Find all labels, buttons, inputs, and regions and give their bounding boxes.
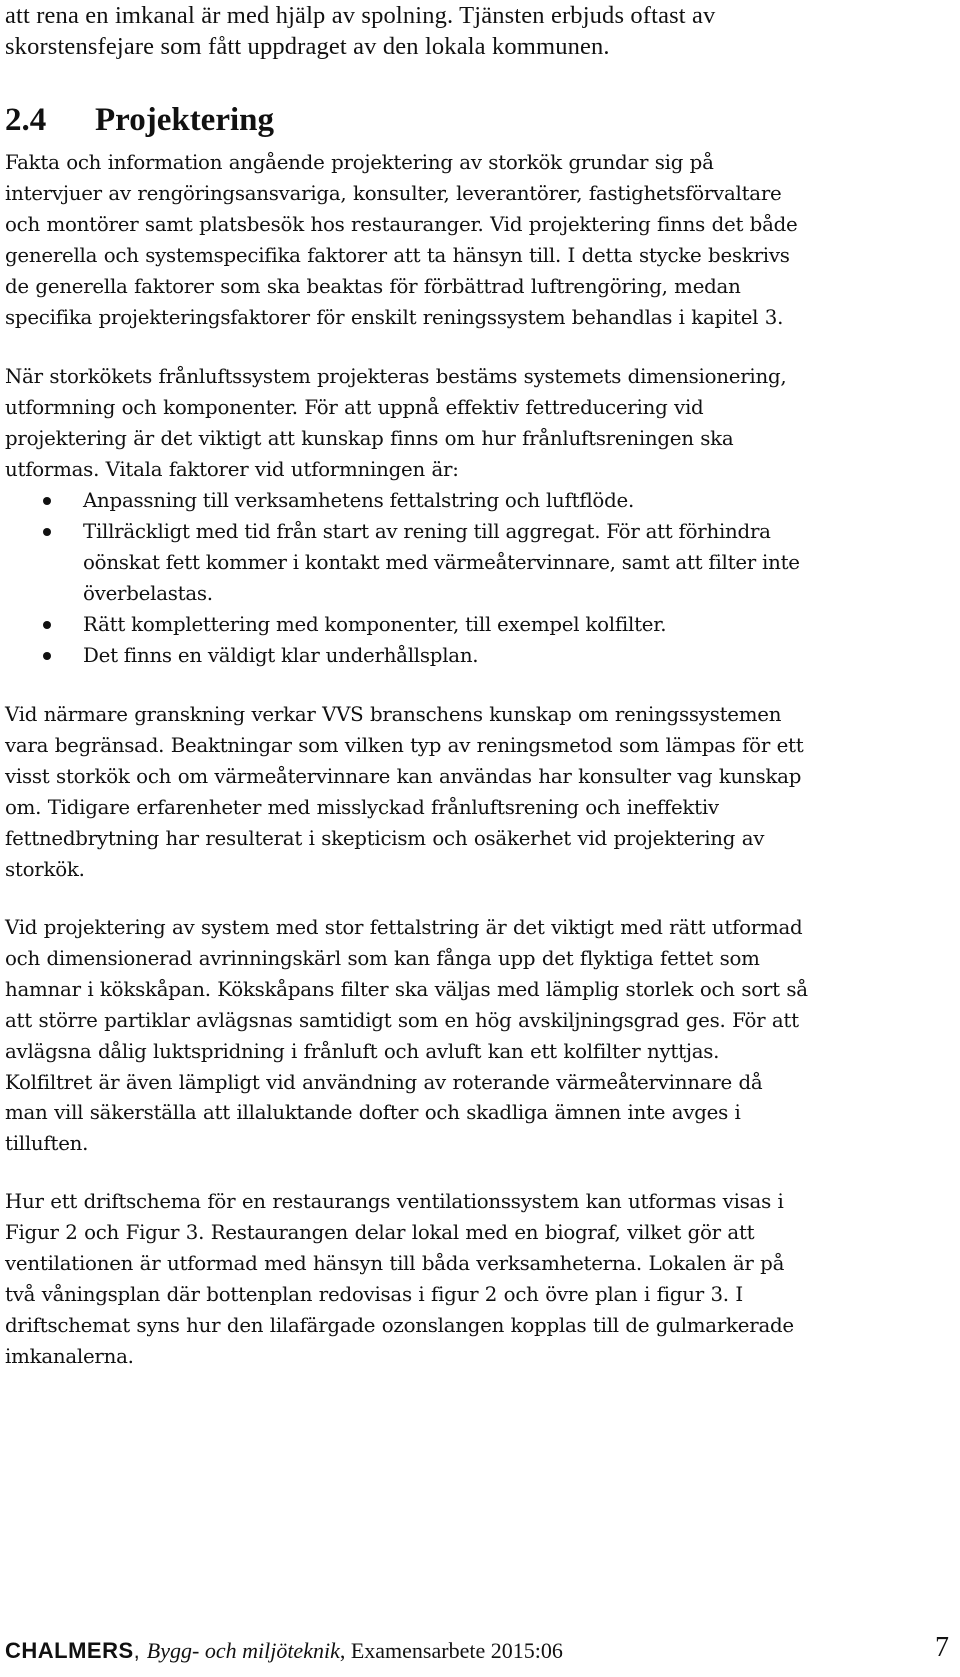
paragraph-line: Kolfiltret är även lämpligt vid användning av roterande värmeåtervinnare då xyxy=(5,1070,763,1094)
paragraph-line: vara begränsad. Beaktningar som vilken typ av reningsmetod som lämpas för ett xyxy=(5,733,804,757)
list-item-line: Tillräckligt med tid från start av rening till aggregat. För att förhindra xyxy=(83,519,771,543)
bullet-list xyxy=(5,486,950,671)
paragraph-line: storkök. xyxy=(5,857,85,881)
page-footer xyxy=(5,1632,955,1674)
list-item xyxy=(5,610,950,641)
paragraph-line: generella och systemspecifika faktorer att ta hänsyn till. I detta stycke beskrivs xyxy=(5,243,790,267)
intro-text xyxy=(5,0,715,62)
paragraph-line: avlägsna dålig luktspridning i frånluft och avluft kan ett kolfilter nyttjas. xyxy=(5,1039,720,1063)
paragraph-line: att större partiklar avlägsnas samtidigt som en hög avskiljningsgrad ges. För att xyxy=(5,1008,799,1032)
paragraph-line: imkanalerna. xyxy=(5,1344,134,1368)
section-title: Projektering xyxy=(95,102,275,138)
paragraph-line: man vill säkerställa att illaluktande dofter och skadliga ämnen inte avges i xyxy=(5,1101,741,1125)
list-item xyxy=(5,486,950,517)
paragraph-line: Hur ett driftschema för en restaurangs ventilationssystem kan utformas visas i xyxy=(5,1190,784,1213)
paragraph-line: Fakta och information angående projektering av storkök grundar sig på xyxy=(5,151,714,174)
paragraph-line: När storkökets frånluftssystem projekteras bestäms systemets dimensionering, xyxy=(5,365,787,388)
paragraph-line: driftschemat syns hur den lilafärgade ozonslangen kopplas till de gulmarkerade xyxy=(5,1313,794,1337)
list-item xyxy=(5,641,950,672)
footer-publication: , Examensarbete 2015:06 xyxy=(339,1638,563,1663)
footer-department: Bygg- och miljöteknik xyxy=(146,1638,340,1663)
paragraph-5 xyxy=(5,1187,950,1372)
paragraph-line: intervjuer av rengöringsansvariga, konsulter, leverantörer, fastighetsförvaltare xyxy=(5,181,782,205)
section-number: 2.4 xyxy=(5,102,47,138)
paragraph-line: Vid projektering av system med stor fettalstring är det viktigt med rätt utformad xyxy=(5,916,803,939)
paragraph-line: tilluften. xyxy=(5,1132,89,1156)
paragraph-line: ventilationen är utformad med hänsyn till båda verksamheterna. Lokalen är på xyxy=(5,1251,785,1275)
list-item-line: oönskat fett kommer i kontakt med värmeåtervinnare, samt att filter inte xyxy=(83,550,800,574)
paragraph-line: projektering är det viktigt att kunskap finns om hur frånluftsreningen ska xyxy=(5,426,734,450)
paragraph-line: specifika projekteringsfaktorer för enskilt reningssystem behandlas i kapitel 3. xyxy=(5,305,784,329)
list-item xyxy=(5,517,950,610)
paragraph-line: visst storkök och om värmeåtervinnare kan användas har konsulter vag kunskap xyxy=(5,764,802,788)
section-heading xyxy=(5,100,274,140)
bullet-icon xyxy=(43,652,51,660)
paragraph-line: Figur 2 och Figur 3. Restaurangen delar lokal med en biograf, vilket gör att xyxy=(5,1220,755,1244)
list-item-line: Anpassning till verksamhetens fettalstring och luftflöde. xyxy=(83,489,635,512)
intro-line: skorstensfejare som fått uppdraget av den lokala kommunen. xyxy=(5,33,610,60)
paragraph-line: hamnar i kökskåpan. Kökskåpans filter ska väljas med lämplig storlek och sort så xyxy=(5,977,808,1001)
paragraph-line: om. Tidigare erfarenheter med misslyckad frånluftsrening och ineffektiv xyxy=(5,795,719,819)
paragraph-line: Vid närmare granskning verkar VVS branschens kunskap om reningssystemen xyxy=(5,703,782,726)
paragraph-line: och dimensionerad avrinningskärl som kan fånga upp det flyktiga fettet som xyxy=(5,946,760,970)
list-item-line: överbelastas. xyxy=(83,581,213,605)
list-item-line: Det finns en väldigt klar underhållsplan. xyxy=(83,643,479,667)
intro-line: att rena en imkanal är med hjälp av spolning. Tjänsten erbjuds oftast av xyxy=(5,2,716,29)
paragraph-line: utformning och komponenter. För att uppnå effektiv fettreducering vid xyxy=(5,395,704,419)
bullet-icon xyxy=(43,497,51,505)
paragraph-line: de generella faktorer som ska beaktas för förbättrad luftrengöring, medan xyxy=(5,274,741,298)
paragraph-1 xyxy=(5,148,950,333)
list-item-line: Rätt komplettering med komponenter, till exempel kolfilter. xyxy=(83,612,667,636)
paragraph-line: och montörer samt platsbesök hos restauranger. Vid projektering finns det både xyxy=(5,212,798,236)
page-number: 7 xyxy=(935,1632,949,1663)
paragraph-line: två våningsplan där bottenplan redovisas i figur 2 och övre plan i figur 3. I xyxy=(5,1282,743,1306)
paragraph-4 xyxy=(5,913,950,1160)
bullet-icon xyxy=(43,528,51,536)
paragraph-3 xyxy=(5,700,950,885)
paragraph-line: utformas. Vitala faktorer vid utformningen är: xyxy=(5,457,459,481)
paragraph-2 xyxy=(5,362,950,486)
footer-separator: , xyxy=(133,1638,140,1663)
paragraph-line: fettnedbrytning har resulterat i skepticism och osäkerhet vid projektering av xyxy=(5,826,765,850)
footer-brand: CHALMERS xyxy=(5,1638,134,1663)
bullet-icon xyxy=(43,621,51,629)
